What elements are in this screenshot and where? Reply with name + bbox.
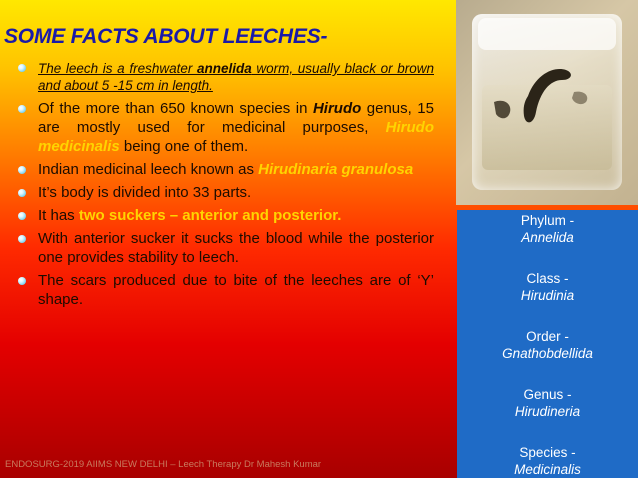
bullet-icon	[18, 166, 26, 174]
fact-text: It has	[38, 207, 79, 224]
taxonomy-rank: Class -	[526, 271, 569, 286]
fact-text: genus, 15 are mostly used for medicinal purposes,	[38, 100, 434, 136]
fact-item	[22, 229, 434, 267]
fact-item	[22, 271, 434, 309]
bullet-icon	[18, 64, 26, 72]
bullet-icon	[18, 277, 26, 285]
bullet-icon	[18, 235, 26, 243]
fact-item	[22, 99, 434, 156]
slide-footer: ENDOSURG-2019 AIIMS NEW DELHI – Leech Therapy Dr Mahesh Kumar	[5, 459, 322, 470]
fact-text: Indian medicinal leech known as	[38, 161, 259, 178]
leech-icon	[456, 0, 638, 205]
fact-species: Hirudo medicinalis	[38, 119, 434, 155]
fact-emphasis: annelida	[197, 61, 252, 76]
taxonomy-value: Gnathobdellida	[502, 346, 593, 361]
fact-genus: Hirudo	[312, 100, 362, 117]
taxonomy-rank: Genus -	[523, 387, 572, 402]
fact-item	[22, 183, 434, 202]
taxonomy-value: Medicinalis	[514, 462, 581, 477]
bullet-icon	[18, 189, 26, 197]
fact-species: Hirudinaria granulosa	[258, 161, 414, 178]
fact-text: It’s body is divided into 33 parts.	[38, 184, 252, 201]
taxonomy-value: Annelida	[521, 230, 574, 245]
taxonomy-value: Hirudinia	[520, 288, 575, 303]
taxonomy-row	[457, 386, 638, 444]
leech-photo	[456, 0, 638, 205]
taxonomy-row	[457, 444, 638, 478]
fact-text: With anterior sucker it sucks the blood while the posterior one provides stability to leech.	[38, 230, 434, 266]
fact-item	[22, 206, 434, 225]
taxonomy-panel	[457, 210, 638, 478]
fact-text: Of the more than 650 known species in	[38, 100, 313, 117]
taxonomy-row	[457, 328, 638, 386]
fact-text: worm, usually black or brown and about 5 -15 cm in length.	[38, 61, 434, 93]
taxonomy-row	[457, 212, 638, 270]
taxonomy-rank: Order -	[526, 329, 569, 344]
fact-highlight: two suckers – anterior and posterior.	[78, 207, 342, 224]
taxonomy-row	[457, 270, 638, 328]
fact-list	[22, 60, 434, 313]
fact-text: The leech is a freshwater	[38, 61, 197, 76]
taxonomy-rank: Species -	[519, 445, 576, 460]
fact-text: being one of them.	[119, 138, 249, 155]
fact-item	[22, 160, 434, 179]
fact-item	[22, 60, 434, 94]
slide-title: SOME FACTS ABOUT LEECHES-	[4, 25, 328, 48]
taxonomy-rank: Phylum -	[520, 213, 575, 228]
bullet-icon	[18, 105, 26, 113]
taxonomy-value: Hirudineria	[514, 404, 581, 419]
bullet-icon	[18, 212, 26, 220]
fact-text: The scars produced due to bite of the leeches are of ‘Y’ shape.	[38, 272, 434, 308]
